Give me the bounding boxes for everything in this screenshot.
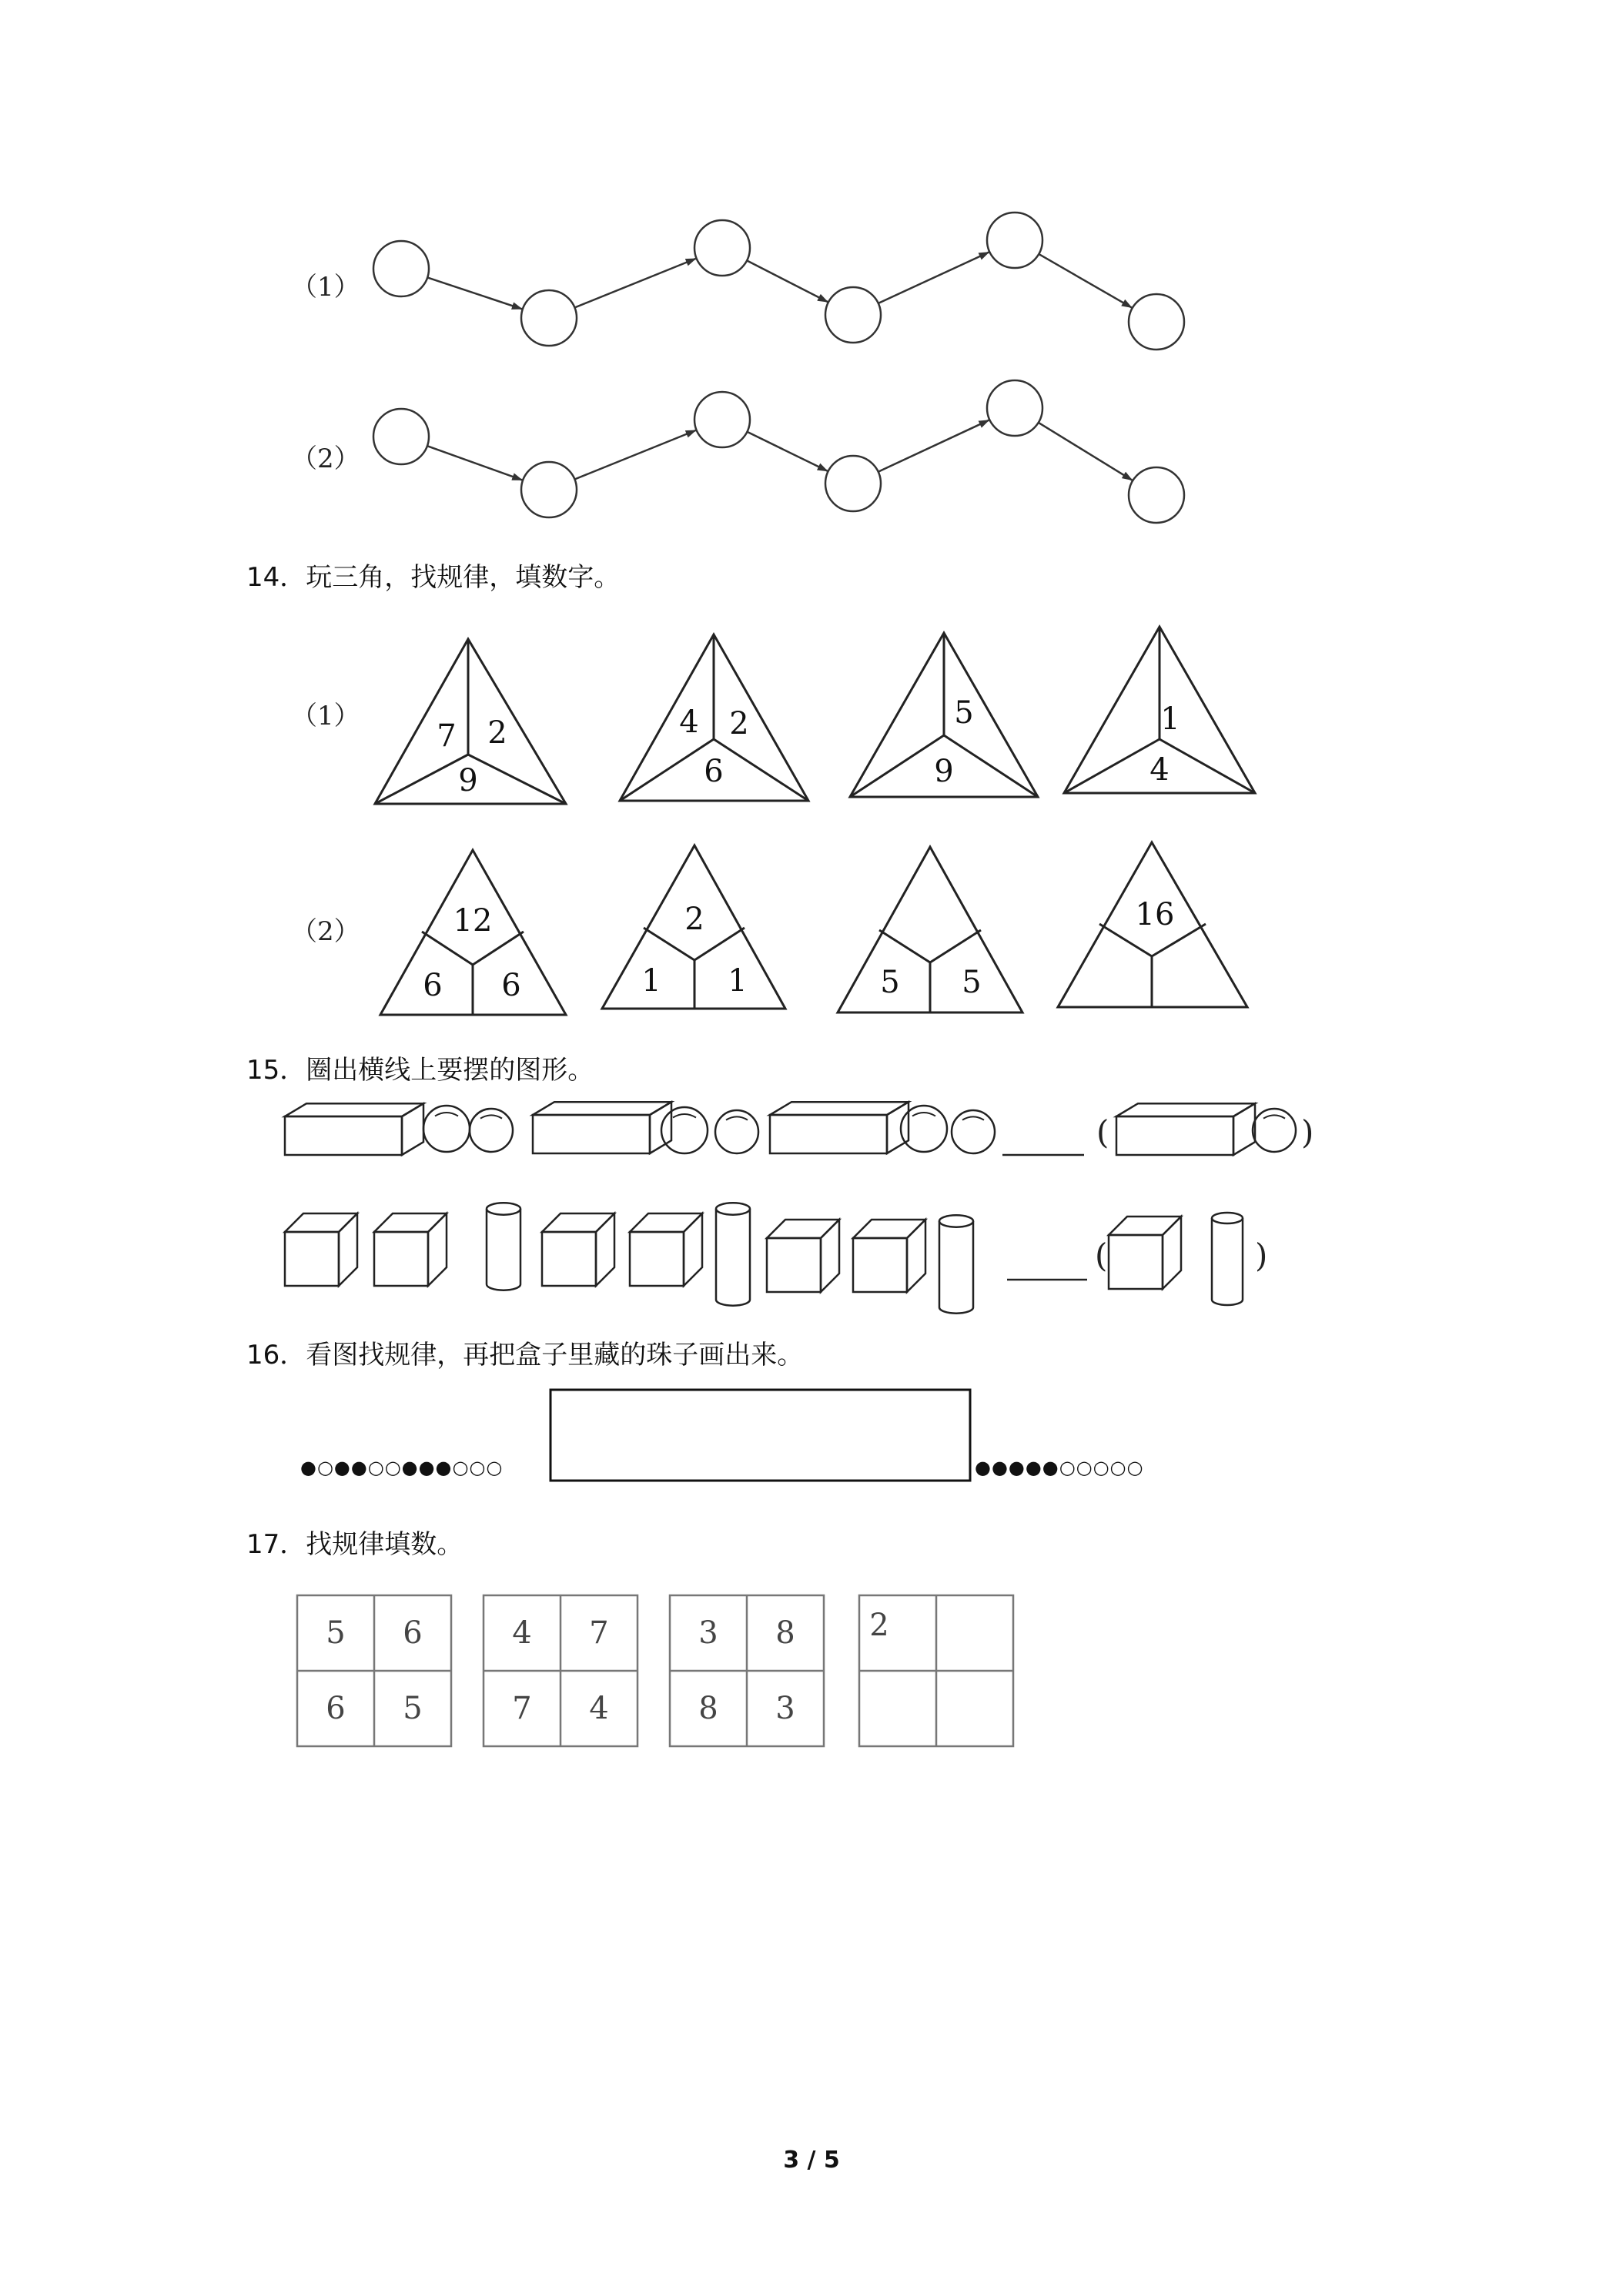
grid-number: 8: [698, 1691, 718, 1726]
grid-number: 4: [512, 1615, 532, 1651]
cuboid-shape: [285, 1103, 423, 1155]
arrow: [427, 277, 522, 309]
q14-number: 4: [679, 705, 699, 740]
q14-number: 16: [1135, 897, 1175, 932]
q16-hidden-box: [550, 1390, 970, 1481]
arrow: [1039, 423, 1133, 480]
grid-number: 4: [589, 1691, 609, 1726]
cylinder-shape: [939, 1215, 973, 1313]
arrow: [878, 420, 989, 472]
q15-paren-close-2: ): [1255, 1237, 1268, 1274]
q14-number: 9: [458, 763, 478, 798]
cuboid-shape: [770, 1102, 909, 1153]
blank-circle[interactable]: [521, 290, 577, 346]
q16-left-beads: ●○●●○○●●●○○○: [300, 1457, 504, 1478]
grid-number: 5: [326, 1615, 346, 1651]
q15-paren-open-1: (: [1096, 1113, 1109, 1151]
q14-number: 5: [880, 965, 900, 1000]
sphere-shape: [661, 1107, 708, 1153]
q13-zigzag-1: [373, 213, 1184, 350]
arrow: [1039, 254, 1132, 308]
blank-circle[interactable]: [825, 287, 881, 343]
q14-label-1: （1）: [291, 701, 360, 731]
blank-circle[interactable]: [1129, 467, 1184, 523]
blank-circle[interactable]: [987, 213, 1042, 268]
q14-number: 6: [423, 968, 443, 1003]
cube-shape: [374, 1213, 447, 1286]
arrow: [574, 259, 695, 308]
blank-circle[interactable]: [1129, 294, 1184, 350]
page-number: 3 / 5: [783, 2147, 840, 2174]
blank-circle[interactable]: [694, 392, 750, 447]
arrow: [574, 430, 695, 480]
sphere-shape: [715, 1110, 758, 1153]
arrow: [427, 446, 522, 480]
q14-number: 2: [729, 706, 749, 741]
q15-paren-open-2: (: [1095, 1237, 1108, 1274]
q14-number: 6: [704, 754, 724, 789]
arrow: [747, 432, 827, 471]
q14-number: 1: [1160, 701, 1180, 737]
q15-title: 15．圈出横线上要摆的图形。: [246, 1055, 594, 1086]
blank-circle[interactable]: [521, 462, 577, 517]
q14-triangle-2-3: [838, 847, 1022, 1012]
grid-number: 8: [775, 1615, 795, 1651]
q14-label-2: （2）: [291, 916, 360, 947]
number-grid: [484, 1595, 637, 1746]
arrow: [878, 253, 989, 303]
cube-shape: [1109, 1217, 1181, 1289]
blank-circle[interactable]: [987, 380, 1042, 436]
blank-circle[interactable]: [373, 409, 429, 464]
q16-title: 16．看图找规律，再把盒子里藏的珠子画出来。: [246, 1340, 804, 1371]
sphere-shape: [1253, 1109, 1296, 1152]
grid-number: 7: [512, 1691, 532, 1726]
q15-answer-lines: [1002, 1155, 1087, 1280]
q13-label-2: （2）: [291, 443, 360, 474]
cube-shape: [542, 1213, 614, 1286]
q14-number: 2: [684, 902, 704, 937]
grid-number: 3: [698, 1615, 718, 1651]
sphere-shape: [470, 1109, 513, 1152]
q13-zigzag-2: [373, 380, 1184, 523]
grid-number: 6: [403, 1615, 423, 1651]
grid-number: 7: [589, 1615, 609, 1651]
cube-shape: [767, 1220, 839, 1292]
q14-number: 6: [501, 968, 521, 1003]
grid-number: 3: [775, 1691, 795, 1726]
q16-right-beads: ●●●●●○○○○○: [975, 1457, 1144, 1478]
grid-number: 2: [869, 1608, 889, 1643]
cuboid-shape: [1116, 1103, 1255, 1155]
blank-circle[interactable]: [825, 456, 881, 511]
q14-number: 5: [954, 695, 974, 731]
cube-shape: [853, 1220, 925, 1292]
number-grid: [297, 1595, 451, 1746]
blank-circle[interactable]: [694, 220, 750, 276]
cylinder-shape: [487, 1203, 520, 1290]
grid-number: 6: [326, 1691, 346, 1726]
number-grid: [670, 1595, 824, 1746]
q14-number: 1: [728, 963, 748, 999]
cuboid-shape: [533, 1102, 671, 1153]
q15-paren-close-1: ): [1301, 1113, 1314, 1151]
q14-number: 2: [487, 715, 507, 751]
cylinder-shape: [1212, 1213, 1243, 1305]
q14-number: 12: [453, 903, 493, 939]
q14-number: 4: [1149, 752, 1170, 788]
arrow: [747, 260, 828, 302]
q14-number: 9: [934, 754, 954, 789]
q14-number: 5: [962, 965, 982, 1000]
q14-number: 1: [641, 963, 661, 999]
cube-shape: [630, 1213, 702, 1286]
sphere-shape: [423, 1106, 470, 1152]
blank-circle[interactable]: [373, 241, 429, 296]
grid-number: 5: [403, 1691, 423, 1726]
q14-title: 14．玩三角，找规律，填数字。: [246, 562, 621, 593]
q17-title: 17．找规律填数。: [246, 1529, 463, 1560]
cube-shape: [285, 1213, 357, 1286]
sphere-shape: [952, 1110, 995, 1153]
q15-shapes: [285, 1102, 1296, 1314]
cylinder-shape: [716, 1203, 750, 1305]
q14-number: 7: [437, 718, 457, 754]
q13-label-1: （1）: [291, 272, 360, 303]
